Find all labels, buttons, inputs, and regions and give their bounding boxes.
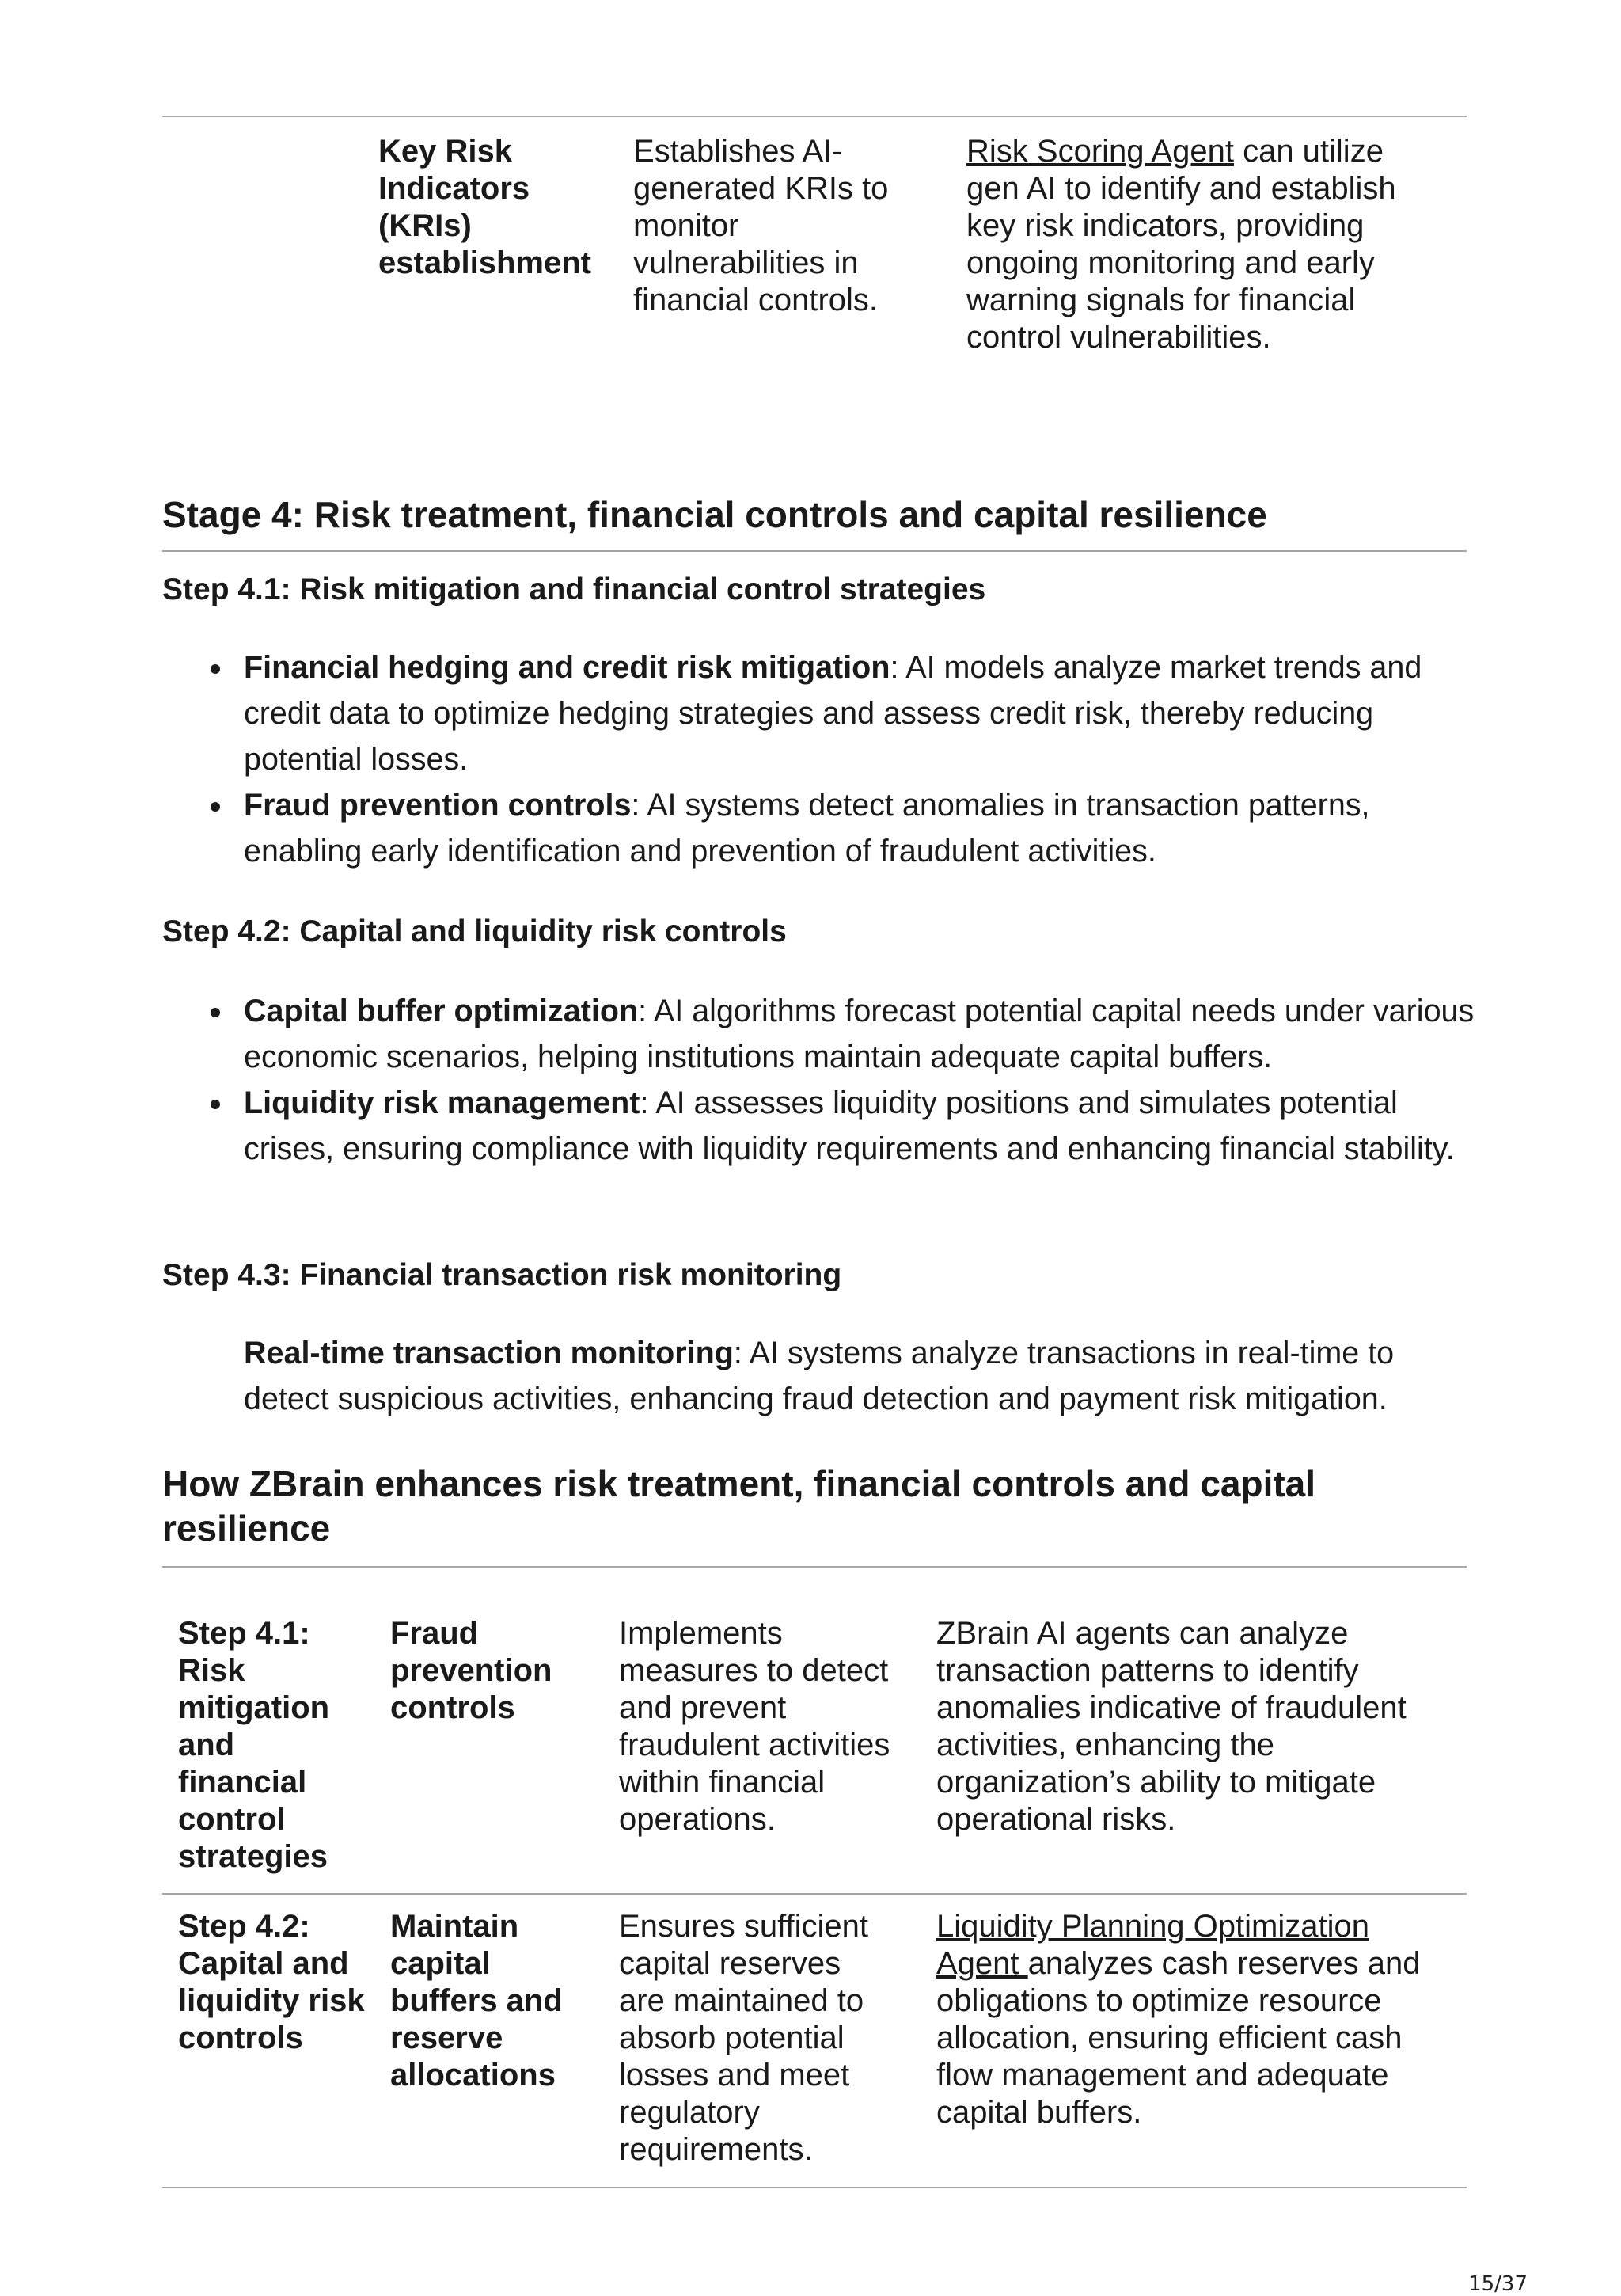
- zbrain-row1-agent-text: ZBrain AI agents can analyze transaction patterns to identify anomalies indicative of fraudulent activities, enhancing the organization’s ability to mitigate operational risks.: [936, 1616, 1407, 1837]
- zbrain-row2-agent-text: analyzes cash reserves and obligations to optimize resource allocation, ensuring efficient cash flow management and adequate capital buffers.: [936, 1946, 1421, 2130]
- bullet-text: : AI systems detect anomalies in transaction patterns, enabling early identification and prevention of fraudulent activities.: [244, 788, 1370, 869]
- kri-name-cell: Key Risk Indicators (KRIs) establishment: [378, 134, 591, 280]
- zbrain-title-rule: [162, 1566, 1467, 1568]
- step41-bullet-list: [196, 644, 1479, 874]
- bullet-text: : AI assesses liquidity positions and simulates potential crises, ensuring compliance with liquidity requirements and enhancing financial stability.: [244, 1085, 1455, 1166]
- bullet-text: : AI models analyze market trends and credit data to optimize hedging strategies and assess credit risk, thereby reducing potential losses.: [244, 650, 1422, 777]
- page-number: 15/37: [1468, 2272, 1528, 2296]
- zbrain-row2-name: Maintain capital buffers and reserve allocations: [390, 1909, 563, 2093]
- step43-term: Real-time transaction monitoring: [244, 1336, 734, 1370]
- bullet-icon: [211, 802, 220, 812]
- step41-title: Step 4.1: Risk mitigation and financial control strategies: [162, 572, 986, 606]
- bullet-term: Capital buffer optimization: [244, 994, 639, 1028]
- table-top-rule: [162, 116, 1467, 117]
- bullet-term: Financial hedging and credit risk mitigation: [244, 650, 890, 685]
- kri-agent-cell: [966, 133, 1441, 356]
- step42-bullet-list: [196, 988, 1479, 1172]
- bullet-term: Liquidity risk management: [244, 1085, 640, 1120]
- zbrain-row1-description: Implements measures to detect and prevent fraudulent activities within financial operations.: [619, 1616, 890, 1837]
- zbrain-row1-agent: [936, 1615, 1443, 1838]
- list-item: [196, 644, 1479, 782]
- bullet-icon: [211, 1008, 220, 1017]
- zbrain-row1-name: Fraud prevention controls: [390, 1616, 552, 1725]
- zbrain-table-bottom-rule: [162, 2187, 1467, 2188]
- bullet-text: : AI algorithms forecast potential capital needs under various economic scenarios, helping institutions maintain adequate capital buffers.: [244, 994, 1475, 1074]
- zbrain-row2-description: Ensures sufficient capital reserves are maintained to absorb potential losses and meet regulatory requirements.: [619, 1909, 868, 2167]
- risk-scoring-agent-link[interactable]: Risk Scoring Agent: [966, 134, 1234, 169]
- stage4-title: Stage 4: Risk treatment, financial controls and capital resilience: [162, 494, 1267, 535]
- list-item: [196, 988, 1479, 1080]
- kri-agent-text: can utilize gen AI to identify and establish key risk indicators, providing ongoing monitoring and early warning signals for financial control vulnerabilities.: [966, 134, 1396, 355]
- bullet-term: Fraud prevention controls: [244, 788, 632, 823]
- zbrain-row2-step: Step 4.2: Capital and liquidity risk controls: [178, 1909, 365, 2055]
- list-item: [196, 782, 1479, 874]
- step43-paragraph: [244, 1330, 1479, 1422]
- list-item: [196, 1080, 1479, 1172]
- stage4-rule: [162, 550, 1467, 552]
- step42-title: Step 4.2: Capital and liquidity risk controls: [162, 914, 787, 948]
- bullet-icon: [211, 1100, 220, 1109]
- zbrain-row2-agent: [936, 1908, 1443, 2131]
- step43-text: : AI systems analyze transactions in real-time to detect suspicious activities, enhancing fraud detection and payment risk mitigation.: [244, 1336, 1395, 1416]
- zbrain-title: How ZBrain enhances risk treatment, financial controls and capital resilience: [162, 1463, 1316, 1549]
- zbrain-row1-step: Step 4.1: Risk mitigation and financial control strategies: [178, 1616, 330, 1874]
- bullet-icon: [211, 664, 220, 674]
- kri-description-cell: Establishes AI-generated KRIs to monitor vulnerabilities in financial controls.: [633, 134, 889, 317]
- zbrain-row-divider: [162, 1893, 1467, 1895]
- liquidity-planning-agent-link[interactable]: Liquidity Planning Optimization Agent: [936, 1909, 1369, 1981]
- step43-title: Step 4.3: Financial transaction risk monitoring: [162, 1258, 842, 1292]
